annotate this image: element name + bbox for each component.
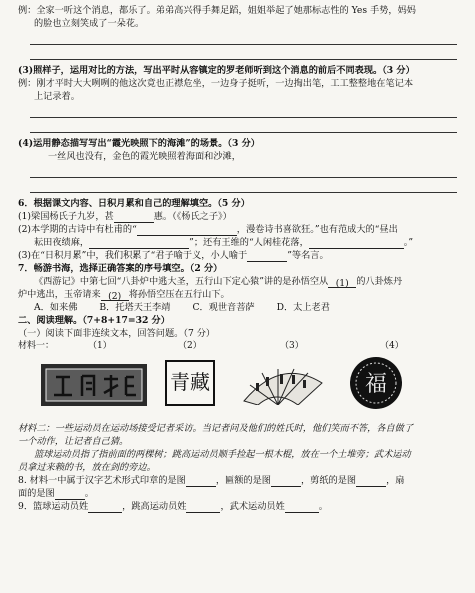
material-1-figures [18,355,463,415]
seal-image [162,357,222,407]
answer-line[interactable] [30,178,457,193]
question-8: 8. 材料一中属于汉字艺术形式印章的是图 ，匾额的是图 ，剪纸的是图 ，扇 [18,475,405,486]
fill-blank[interactable] [309,238,404,249]
question-6-3: (3)在“日积月累”中，我们积累了“君子喻于义，小人喻于 ”等名言。 [18,250,329,261]
question-3-prompt: (3)照样子，运用对比的方法，写出平时从容镇定的罗老师听到这个消息的前后不同表现。（3 分） [18,65,415,76]
question-7-options [18,301,463,314]
fill-blank[interactable]: (1) [328,277,356,288]
question-7-text-1: 《西游记》中第七回“八卦炉中逃大圣，五行山下定心猿”讲的是孙悟空从 (1) 的八卦炼丹 [34,276,403,288]
answer-line[interactable] [30,103,457,118]
option-b[interactable]: B．托塔天王李靖 [99,302,171,313]
material-1-labels [18,340,463,353]
question-3-example-1: 例：刚才平时大大咧咧的他这次竟也正襟危坐，一边身子挺听，一边掏出笔，工工整整地在笔记本 [18,78,414,89]
answer-line[interactable] [30,118,457,133]
material-1-label: 材料一： [18,341,55,351]
question-7-text-2: 炉中逃出，玉帝请来 (2) 将孙悟空压在五行山下。 [18,289,230,301]
question-7-prompt: 7．畅游书海，选择正确答案的序号填空。（2 分） [18,263,223,274]
option-c[interactable]: C．观世音菩萨 [192,302,255,313]
example-line-1: 例：全家一听这个消息，都乐了。弟弟高兴得手舞足蹈，姐姐举起了她那标志性的 Yes 手势，妈妈 [18,5,416,16]
answer-line[interactable] [30,30,457,45]
figure-3-label: （3） [280,341,304,351]
fill-blank[interactable] [89,238,189,249]
question-4-prompt: (4)运用静态描写写出“霞光映照下的海滩”的场景。（3 分） [18,138,260,149]
material-2-line-3: 篮球运动员指了指前面的两棵树；跳高运动员顺手捡起一根木棍，放在一个土堆旁；武术运动 [34,449,411,460]
papercut-character: 福 [364,372,388,397]
fill-blank[interactable] [114,212,154,223]
fill-blank[interactable] [88,502,122,513]
question-6-1: (1)梁国杨氏子九岁，甚 惠。（《杨氏之子》） [18,211,232,222]
reading-1-heading: （一）阅读下面非连续文本，回答问题。（7 分） [18,328,216,339]
fill-blank[interactable] [247,251,287,262]
option-d[interactable]: D．太上老君 [276,302,330,313]
answer-line[interactable] [30,45,457,60]
plaque-image [40,363,148,407]
question-4-start: 一丝风也没有，金色的霞光映照着海面和沙滩， [48,151,241,162]
question-8-cont: 面的是图 。 [18,488,94,499]
figure-2-label: （2） [178,341,202,351]
section-2-heading: 二、阅读理解。（7+8+17=32 分） [18,315,170,326]
fill-blank[interactable] [55,489,85,500]
question-3-example-2: 上记录着。 [34,91,80,102]
answer-line[interactable] [30,163,457,178]
fan-image [236,361,326,405]
material-2-line-4: 员拿过来赖的书，放在剑的旁边。 [18,462,156,473]
fill-blank[interactable] [285,502,319,513]
question-9: 9．篮球运动员姓 ，跳高运动员姓 ，武术运动员姓 。 [18,501,328,512]
question-6-2: (2)本学期的古诗中有杜甫的“ ，漫卷诗书喜欲狂。”也有范成大的“昼出 [18,224,398,235]
option-a[interactable]: A．如来佛 [34,302,78,313]
fill-blank[interactable] [186,476,216,487]
material-2-line-2: 一个动作，让记者自己猜。 [18,436,129,447]
figure-4-label: （4） [380,341,404,351]
fill-blank[interactable]: (2) [101,290,129,301]
material-2-line-1: 材料二：一些运动员在运动场接受记者采访。当记者问及他们的姓氏时，他们笑而不答，各自做了 [18,423,414,434]
figure-1-label: （1） [88,341,112,351]
question-6-2-cont: 耘田夜绩麻， ”；还有王维的“人闲桂花落， 。” [34,237,414,248]
question-6-prompt: 6．根据课文内容、日积月累和自己的理解填空。（5 分） [18,198,250,209]
fill-blank[interactable] [356,476,386,487]
fill-blank[interactable] [271,476,301,487]
seal-text: 青藏 [170,370,210,394]
example-line-2: 的脸也立刻笑成了一朵花。 [34,18,145,29]
papercut-image [348,355,404,411]
fill-blank[interactable] [186,502,220,513]
fill-blank[interactable] [137,225,237,236]
